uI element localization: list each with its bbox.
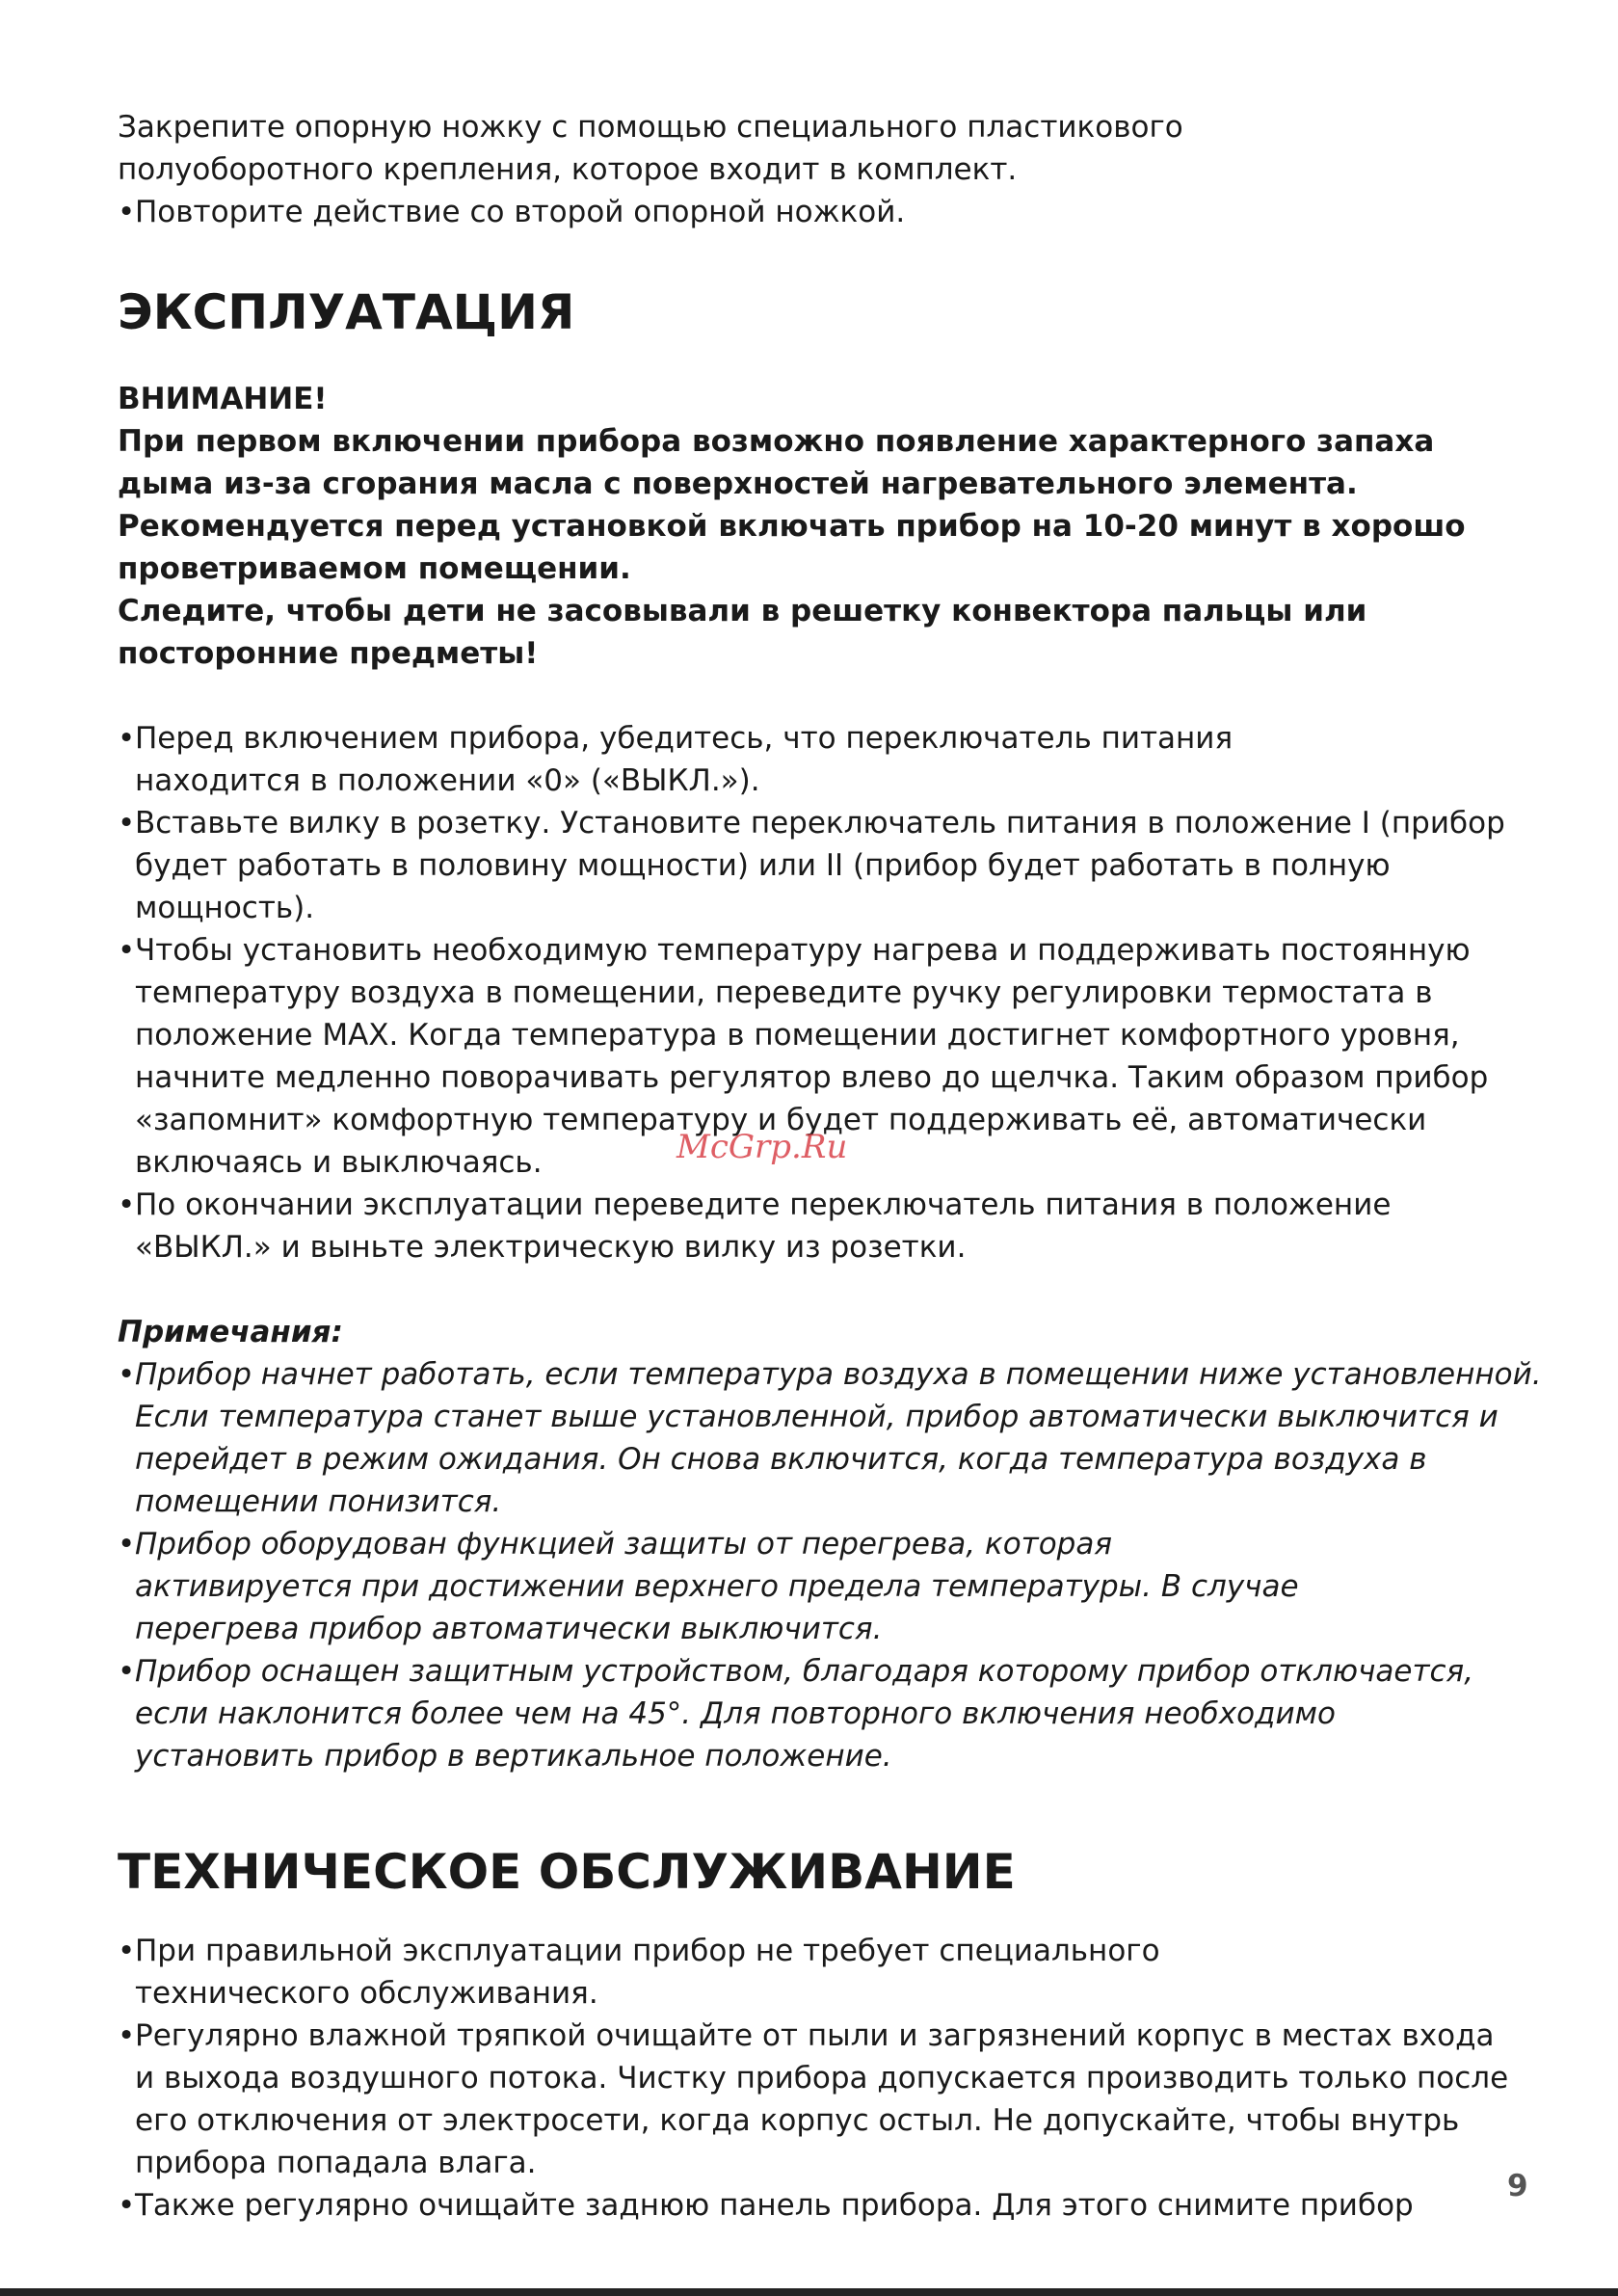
maintenance-bullet: [118, 1930, 1349, 2015]
bullet-text: Также регулярно очищайте заднюю панель прибора. Для этого снимите прибор: [135, 2188, 1414, 2223]
maintenance-bullet: [118, 2015, 1513, 2184]
bullet-text: Вставьте вилку в розетку. Установите переключатель питания в положение I (прибор будет работать в половину мощности) или II (прибор будет работать в полную мощность).: [135, 806, 1505, 925]
maintenance-bullet: [118, 2184, 1465, 2227]
bullet-marker: •: [118, 195, 136, 229]
bullet-marker: •: [118, 721, 136, 756]
watermark: McGrp.Ru: [676, 1128, 848, 1166]
bullet-marker: •: [118, 2188, 136, 2223]
section-title-maintenance: ТЕХНИЧЕСКОЕ ОБСЛУЖИВАНИЕ: [118, 1844, 1016, 1900]
note-item: [118, 1353, 1542, 1523]
bullet-text: Регулярно влажной тряпкой очищайте от пыли и загрязнений корпус в местах входа и выхода воздушного потока. Чистку прибора допускается производить только после его отключения от электросети, когда корпус остыл. Не допускайте, чтобы внутрь прибора попадала влага.: [135, 2018, 1509, 2180]
bullet-text: При правильной эксплуатации прибор не требует специального технического обслуживания.: [135, 1934, 1160, 2011]
page-content: [118, 106, 1542, 2227]
bullet-marker: •: [118, 2018, 136, 2053]
bullet-marker: •: [118, 1188, 136, 1222]
bullet-text: Повторите действие со второй опорной ножкой.: [135, 195, 906, 229]
note-text: Прибор оснащен защитным устройством, благодаря которому прибор отключается, если наклонится более чем на 45°. Для повторного включения необходимо установить прибор в вертикальное положение.: [135, 1654, 1474, 1774]
bottom-divider: [0, 2288, 1618, 2296]
bullet-marker: •: [118, 806, 136, 841]
page-number: 9: [1507, 2169, 1528, 2203]
operation-bullet: [118, 802, 1542, 929]
bullet-marker: •: [118, 933, 136, 968]
intro-bullet: [118, 191, 1525, 233]
bullet-text: Перед включением прибора, убедитесь, что переключатель питания находится в положении «0» («ВЫКЛ.»).: [135, 721, 1233, 798]
note-item: [118, 1650, 1503, 1777]
note-text: Прибор начнет работать, если температура воздуха в помещении ниже установленной. Если температура станет выше установленной, прибор автоматически выключится и перейдет в режим ожидания. Он снова включится, когда температура воздуха в помещении понизится.: [135, 1357, 1542, 1519]
operation-bullet: [118, 1184, 1523, 1268]
notes-label: Примечания:: [118, 1315, 343, 1349]
section-title-operation: ЭКСПЛУАТАЦИЯ: [118, 284, 575, 340]
bullet-text: По окончании эксплуатации переведите переключатель питания в положение «ВЫКЛ.» и выньте электрическую вилку из розетки.: [135, 1188, 1392, 1265]
warning-text: При первом включении прибора возможно появление характерного запаха дыма из-за сгорания масла с поверхностей нагревательного элемента. Рекомендуется перед установкой включать прибор на 10-20 минут в хорошо проветриваемом помещении.: [118, 424, 1466, 586]
note-text: Прибор оборудован функцией защиты от перегрева, которая активируется при достижении верхнего предела температуры. В случае перегрева прибор автоматически выключится.: [135, 1527, 1299, 1646]
bullet-marker: •: [118, 1527, 136, 1562]
warning-children: Следите, чтобы дети не засовывали в решетку конвектора пальцы или посторонние предметы!: [118, 594, 1367, 671]
operation-bullet: [118, 717, 1311, 802]
bullet-marker: •: [118, 1934, 136, 1968]
bullet-text: Чтобы установить необходимую температуру нагрева и поддерживать постоянную температуру воздуха в помещении, переведите ручку регулировки термостата в положение MAX. Когда температура в помещении достигнет комфортного уровня, начните медленно поворачивать регулятор влево до щелчка. Таким образом прибор «запомнит» комфортную температуру и будет поддерживать её, автоматически включаясь и выключаясь.: [135, 933, 1489, 1180]
bullet-marker: •: [118, 1654, 136, 1689]
note-item: [118, 1523, 1330, 1650]
intro-paragraph: Закрепите опорную ножку с помощью специального пластикового полуоборотного крепления, которое входит в комплект.: [118, 110, 1183, 187]
warning-label: ВНИМАНИЕ!: [118, 382, 328, 416]
bullet-marker: •: [118, 1357, 136, 1392]
